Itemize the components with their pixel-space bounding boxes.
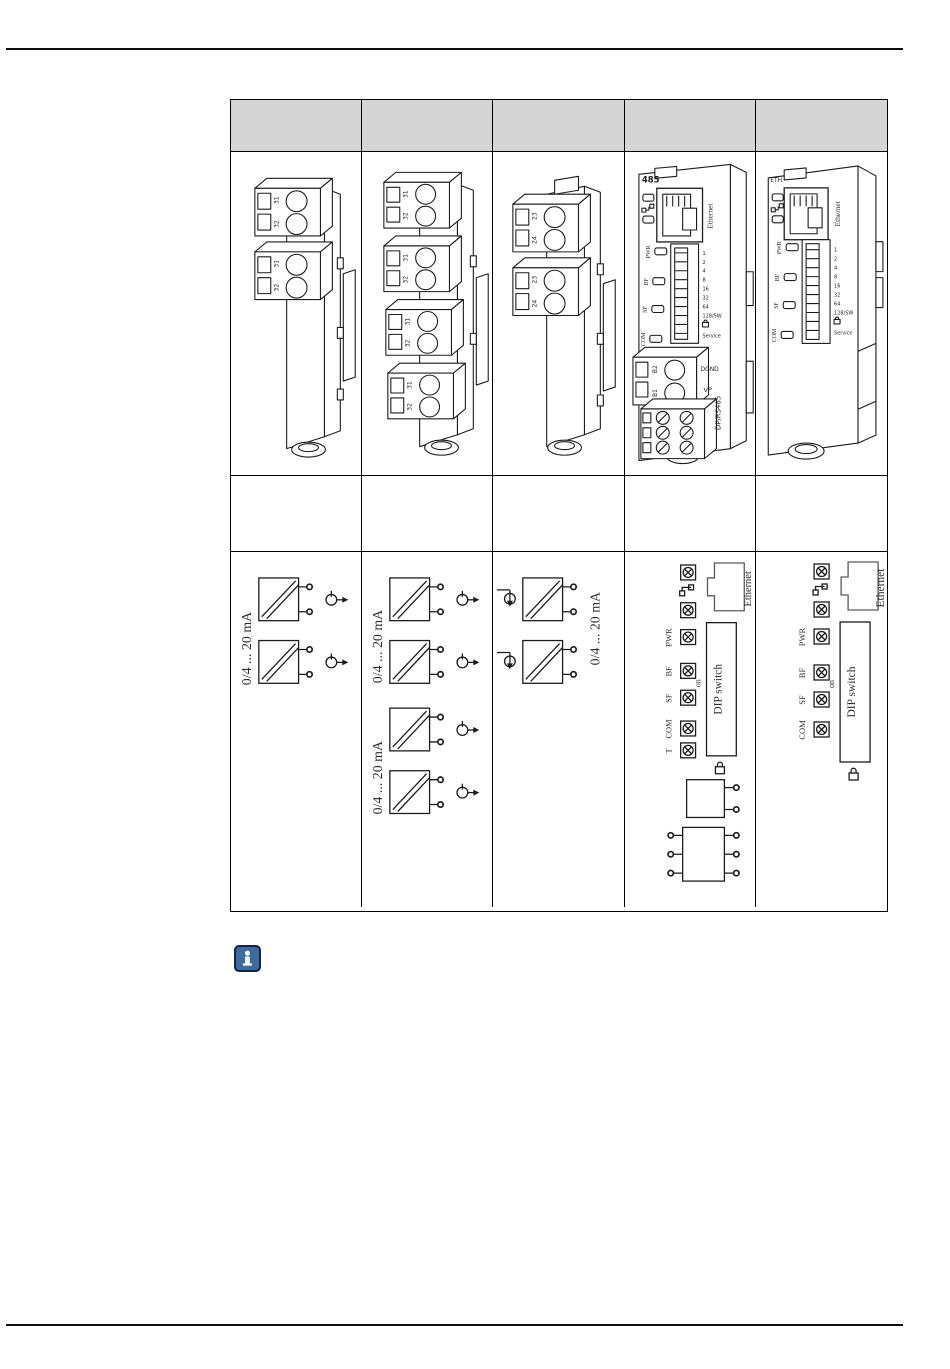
terminal-label: 32	[273, 220, 281, 228]
isolator-symbol	[390, 708, 443, 751]
ethernet-label: Ethernet	[705, 203, 715, 229]
led-label-sf: SF	[796, 695, 807, 705]
terminal-label: 23	[532, 275, 540, 284]
wiring-analog-output-2ch	[231, 552, 362, 907]
header-cell-5	[756, 100, 887, 152]
isolator-symbol	[523, 578, 576, 621]
ethernet-jack-icon	[707, 563, 744, 611]
terminal-label-b2: B2	[652, 365, 659, 373]
lock-icon	[849, 768, 858, 780]
isolator-symbol	[390, 641, 443, 684]
ethernet-label: Ethernet	[742, 571, 754, 607]
wiring-ethernet	[756, 552, 887, 907]
header-cell-1	[231, 100, 362, 152]
header-cell-3	[493, 100, 624, 152]
terminal-label: 31	[406, 381, 414, 389]
dip-switch-label: DIP switch	[712, 663, 725, 715]
led-symbol	[814, 564, 829, 579]
terminal-label: 24	[532, 299, 540, 308]
terminal-label: 32	[402, 275, 410, 284]
current-sink-symbol	[497, 590, 515, 607]
info-icon	[234, 945, 261, 972]
dip-label: 4	[702, 268, 706, 275]
terminal-block	[384, 172, 462, 228]
ethernet-label: Ethernet	[832, 201, 842, 227]
terminal-label: 31	[402, 253, 410, 262]
dip-label: Service	[702, 333, 721, 340]
on-label: on	[826, 680, 836, 688]
terminal-block	[388, 363, 466, 419]
led-label-sf: SF	[774, 302, 781, 309]
led-symbol	[680, 690, 695, 705]
led-label-pwr: PWR	[663, 628, 674, 647]
isolator-symbol	[523, 641, 576, 684]
current-source-symbol	[457, 784, 479, 798]
led-symbol	[814, 692, 829, 707]
bottom-rule	[6, 1324, 903, 1326]
module-image-profibus-dp-rs485	[625, 152, 756, 476]
led-label-pwr: PWR	[796, 627, 807, 647]
led-symbol	[680, 603, 695, 618]
dip-label: 64	[833, 301, 841, 308]
terminal-label: 32	[404, 339, 412, 348]
module-image-ethernet	[756, 152, 887, 476]
terminal-label: 31	[273, 196, 281, 205]
module-badge: ETH	[770, 176, 782, 184]
dip-label: 32	[702, 295, 709, 302]
dip-label: Service	[833, 330, 853, 337]
dip-label: 16	[702, 286, 709, 293]
dip-label: 32	[833, 292, 841, 299]
terminal-label: 32	[406, 403, 414, 411]
description-cell	[756, 476, 887, 552]
terminal-label: 32	[273, 283, 281, 292]
range-label: 0/4 ... 20 mA	[371, 741, 387, 815]
description-cell	[231, 476, 362, 552]
terminal-label: 24	[532, 236, 540, 244]
led-label-pwr: PWR	[645, 245, 652, 259]
led-label-bf: BF	[663, 666, 674, 677]
description-cell	[493, 476, 624, 552]
led-symbol	[814, 602, 829, 617]
dip-label: 1	[833, 247, 838, 254]
terminal-block	[255, 242, 333, 300]
dip-label: 128/SW	[833, 310, 854, 317]
dip-label: 2	[702, 259, 706, 266]
led-label-bf: BF	[796, 667, 807, 679]
wiring-profibus	[625, 552, 756, 907]
terminal-label: 31	[402, 190, 410, 199]
module-image-current-input-2ch	[493, 152, 624, 476]
dip-label: 2	[833, 256, 838, 263]
current-source-symbol	[457, 591, 479, 605]
terminal-block	[513, 258, 591, 316]
terminal-label: 31	[404, 317, 412, 326]
network-icon	[679, 585, 693, 596]
led-symbol	[814, 629, 829, 644]
led-symbol	[814, 722, 829, 737]
led-label-com: COM	[772, 328, 779, 343]
terminal-label: 31	[273, 259, 281, 268]
terminal-block-symbol	[668, 827, 739, 881]
led-label-sf: SF	[663, 693, 674, 703]
led-symbol	[680, 630, 695, 645]
terminal-block	[255, 178, 333, 236]
top-rule	[6, 48, 903, 50]
terminal-label: 23	[532, 212, 540, 221]
led-label-com: COM	[796, 720, 807, 740]
isolator-symbol	[259, 578, 312, 621]
dip-label: 8	[702, 277, 706, 284]
header-cell-4	[625, 100, 756, 152]
dip-switch-label: DIP switch	[845, 666, 858, 718]
led-symbol	[814, 665, 829, 680]
current-sink-symbol	[497, 652, 515, 669]
on-label: on	[693, 679, 703, 688]
dip-label: 8	[833, 274, 838, 281]
module-image-analog-output-4ch	[362, 152, 493, 476]
terminal-label: 32	[402, 212, 410, 221]
dgnd-label: DGND	[700, 366, 719, 374]
led-label-sf: SF	[642, 306, 649, 313]
dip-label: 4	[833, 265, 838, 272]
lock-icon	[715, 762, 724, 774]
module-side-label: DP/RS485	[714, 395, 723, 431]
dip-label: 64	[702, 304, 709, 311]
led-label-bf: BF	[643, 278, 650, 286]
led-label-bf: BF	[775, 273, 782, 282]
current-source-symbol	[326, 653, 348, 667]
range-label: 0/4 ... 20 mA	[371, 609, 387, 684]
ethernet-jack-icon	[841, 562, 878, 610]
wiring-current-input-2ch	[493, 552, 624, 907]
current-source-symbol	[326, 591, 348, 605]
led-symbol	[680, 565, 695, 580]
terminal-block-symbol	[686, 780, 738, 818]
current-source-symbol	[457, 653, 479, 667]
wiring-analog-output-4ch	[362, 552, 493, 907]
range-label: 0/4 ... 20 mA	[588, 591, 604, 666]
dip-label: 16	[833, 283, 841, 290]
network-icon	[813, 584, 827, 595]
isolator-symbol	[259, 641, 312, 684]
isolator-symbol	[390, 578, 443, 621]
terminal-block-screw	[640, 399, 716, 459]
dip-label: 128/SW	[702, 313, 722, 320]
header-cell-2	[362, 100, 493, 152]
dip-label: 1	[702, 250, 706, 257]
led-symbol	[680, 721, 695, 736]
range-label: 0/4 ... 20 mA	[239, 611, 255, 686]
terminal-block	[513, 194, 591, 252]
led-label-com: COM	[640, 332, 647, 347]
vp-label: VP	[703, 386, 712, 395]
led-symbol	[680, 743, 695, 758]
led-symbol	[680, 663, 695, 678]
module-overview-table	[230, 99, 888, 912]
terminal-block	[386, 300, 464, 356]
led-label-t: T	[663, 748, 674, 754]
description-cell	[625, 476, 756, 552]
isolator-symbol	[390, 771, 443, 814]
led-label-com: COM	[663, 719, 674, 739]
led-label-pwr: PWR	[777, 241, 784, 255]
ethernet-label: Ethernet	[874, 568, 887, 608]
module-image-analog-output-2ch	[231, 152, 362, 476]
current-source-symbol	[457, 721, 479, 735]
terminal-label-b1: B1	[652, 389, 659, 397]
terminal-block	[384, 236, 462, 292]
module-badge: 485	[641, 174, 660, 185]
description-cell	[362, 476, 493, 552]
